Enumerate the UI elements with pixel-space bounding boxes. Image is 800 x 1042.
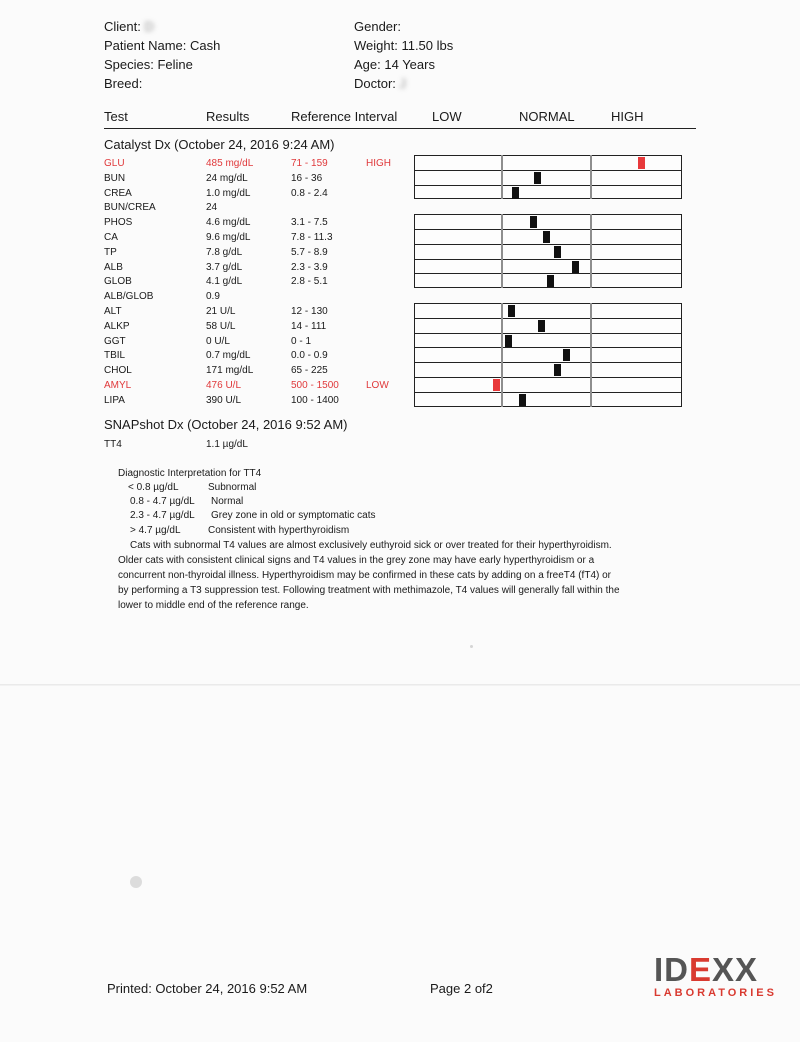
interp-paragraph-line: concurrent non-thyroidal illness. Hyperthyroidism may be confirmed in these cats by adding on a freeT4 (fT4) or [118,570,612,581]
col-header-high: HIGH [611,109,644,124]
test-result: 3.7 g/dL [206,261,243,273]
interp-meaning: Grey zone in old or symptomatic cats [211,510,376,522]
range-graph-divider [414,244,682,245]
reference-interval: 0 - 1 [291,335,312,347]
test-name: ALT [104,306,122,317]
result-marker-phos [530,216,537,228]
idexx-logo-sub: LABORATORIES [654,987,777,999]
paper-speck [470,645,473,648]
printed-date: Printed: October 24, 2016 9:52 AM [107,981,308,996]
range-graph-divider [414,333,682,334]
reference-interval: 12 - 130 [291,306,328,317]
range-zone-separator [501,214,503,288]
interp-paragraph-line: lower to middle end of the reference range. [118,600,309,611]
reference-interval: 16 - 36 [291,172,323,184]
reference-interval: 0.8 - 2.4 [291,187,328,199]
result-marker-lipa [519,394,526,406]
test-result: 24 mg/dL [206,172,248,184]
interpretation-title: Diagnostic Interpretation for TT4 [118,468,262,479]
test-result: 0 U/L [206,335,230,347]
reference-interval: 7.8 - 11.3 [291,232,333,243]
interp-paragraph-line: by performing a T3 suppression test. Following treatment with methimazole, T4 values will generally fall within the [118,585,620,596]
gender-field: Gender: [354,19,401,34]
range-graph-divider [414,362,682,363]
test-name: BUN/CREA [104,202,156,214]
test-result: 171 mg/dL [206,365,254,377]
test-name: GGT [104,335,126,347]
snapshot-test: TT4 [104,439,122,450]
test-result: 24 [206,202,218,214]
test-result: 0.7 mg/dL [206,350,251,362]
col-header-reference: Reference Interval [291,109,398,124]
range-graph-divider [414,259,682,260]
reference-interval: 500 - 1500 [291,380,339,391]
result-marker-crea [512,187,519,199]
patient-name-field: Patient Name: Cash [104,38,221,53]
doctor-field: Doctor: J [354,76,407,91]
range-graph-divider [414,392,682,393]
range-zone-separator [501,155,503,199]
result-flag: HIGH [366,158,391,169]
interp-range: 0.8 - 4.7 µg/dL [130,496,195,508]
test-result: 7.8 g/dL [206,246,243,258]
interp-range: 2.3 - 4.7 µg/dL [130,510,195,522]
range-graph-divider [414,377,682,378]
test-result: 1.0 mg/dL [206,187,251,199]
interp-meaning: Consistent with hyperthyroidism [208,524,350,536]
reference-interval: 5.7 - 8.9 [291,246,328,258]
range-graph-divider [414,273,682,274]
result-marker-bun [534,172,541,184]
reference-interval: 100 - 1400 [291,394,339,406]
range-graph-divider [414,318,682,319]
col-header-test: Test [104,109,128,124]
result-marker-tp [554,246,561,258]
test-name: GLU [104,158,125,169]
header-rule [104,128,696,129]
interp-meaning: Subnormal [208,482,257,493]
test-name: CREA [104,187,132,199]
col-header-normal: NORMAL [519,109,575,124]
range-zone-separator [590,303,592,407]
snapshot-title: SNAPshot Dx (October 24, 2016 9:52 AM) [104,417,348,432]
range-zone-separator [590,214,592,288]
interp-paragraph-line: Cats with subnormal T4 values are almost exclusively euthyroid sick or over treated for their hyperthyroidism. [130,540,612,551]
idexx-logo [654,951,798,999]
patient-info-right [354,17,453,93]
species-field: Species: Feline [104,57,193,72]
breed-field: Breed: [104,76,143,91]
doctor-value: J [399,76,407,91]
snapshot-result: 1.1 µg/dL [206,439,248,450]
test-name: LIPA [104,394,125,406]
result-flag: LOW [366,380,389,391]
col-header-results: Results [206,109,250,124]
test-result: 0.9 [206,291,220,303]
range-graph-divider [414,185,682,186]
result-marker-glu [638,157,645,169]
test-name: CHOL [104,365,132,377]
result-marker-amyl [493,379,500,391]
paper-speck [130,876,142,888]
page-number: Page 2 of2 [430,981,493,996]
patient-info-left [104,17,220,93]
client-field: Client: D [104,19,154,34]
test-result: 9.6 mg/dL [206,232,251,243]
result-marker-ggt [505,335,512,347]
interp-meaning: Normal [211,496,244,508]
result-marker-alb [572,261,579,273]
result-marker-chol [554,364,561,376]
age-field: Age: 14 Years [354,57,435,72]
reference-interval: 71 - 159 [291,158,328,169]
test-name: AMYL [104,380,132,391]
test-result: 476 U/L [206,380,242,391]
col-header-low: LOW [432,109,462,124]
reference-interval: 65 - 225 [291,365,328,377]
test-name: PHOS [104,217,133,229]
reference-interval: 3.1 - 7.5 [291,217,328,229]
range-graph-divider [414,170,682,171]
interpretation-paragraph [118,538,678,613]
test-name: TBIL [104,350,126,362]
interp-range: > 4.7 µg/dL [130,524,181,536]
result-marker-ca [543,231,550,243]
test-name: ALB [104,261,123,273]
catalyst-title: Catalyst Dx (October 24, 2016 9:24 AM) [104,137,335,152]
result-marker-glob [547,275,554,287]
range-zone-separator [501,303,503,407]
weight-field: Weight: 11.50 lbs [354,38,454,53]
range-graph-divider [414,347,682,348]
reference-interval: 0.0 - 0.9 [291,350,328,362]
result-marker-alkp [538,320,545,332]
test-result: 4.6 mg/dL [206,217,251,229]
interp-range: < 0.8 µg/dL [128,482,179,493]
idexx-logo-mark: IDEXX [654,951,759,988]
test-result: 485 mg/dL [206,158,254,169]
reference-interval: 2.8 - 5.1 [291,276,328,288]
paper-fold-line [0,684,800,686]
test-result: 58 U/L [206,320,236,332]
client-value: D [144,19,154,34]
test-name: CA [104,232,118,243]
test-result: 390 U/L [206,394,242,406]
reference-interval: 2.3 - 3.9 [291,261,328,273]
range-zone-separator [590,155,592,199]
test-name: GLOB [104,276,132,288]
test-name: TP [104,246,117,258]
test-name: BUN [104,172,126,184]
test-name: ALKP [104,320,130,332]
range-graph-divider [414,229,682,230]
test-name: ALB/GLOB [104,291,154,303]
test-result: 21 U/L [206,306,236,317]
test-result: 4.1 g/dL [206,276,243,288]
interp-paragraph-line: Older cats with consistent clinical signs and T4 values in the grey zone may have early hyperthyroidism or a [118,555,595,566]
reference-interval: 14 - 111 [291,320,327,332]
result-marker-alt [508,305,515,317]
result-marker-tbil [563,349,570,361]
